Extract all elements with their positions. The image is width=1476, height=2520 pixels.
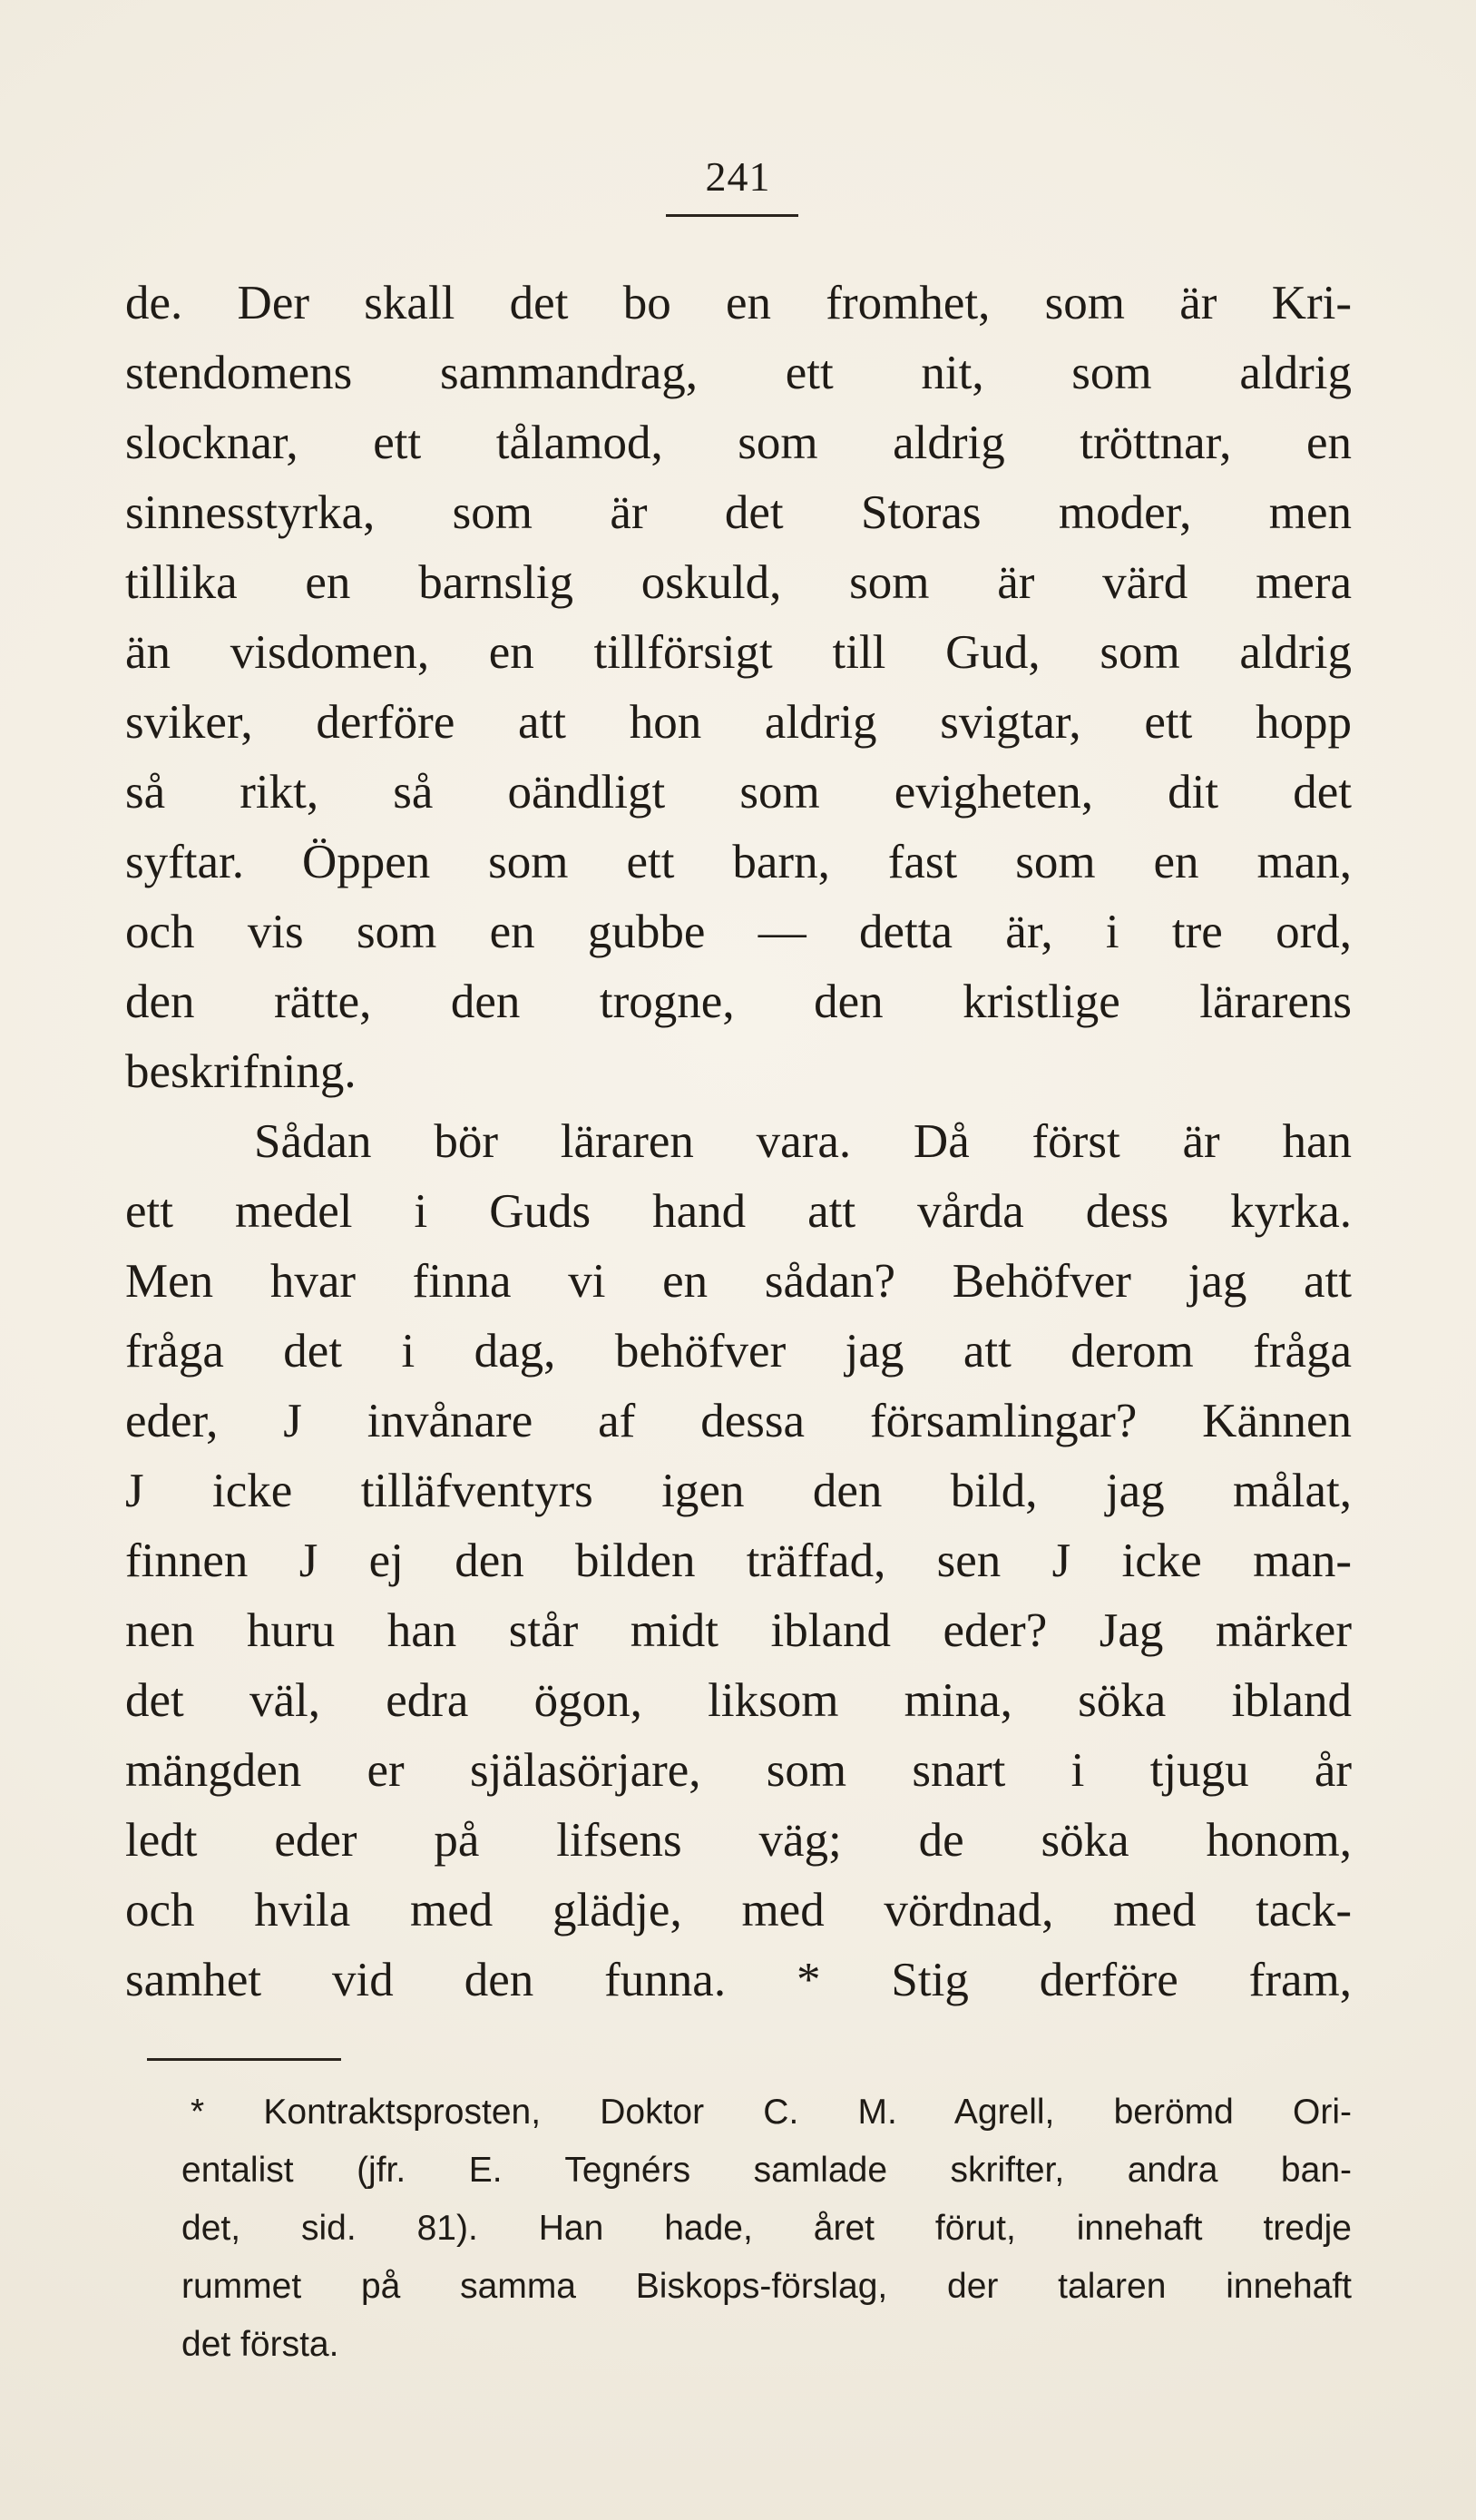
text-line-15: Men hvar finna vi en sådan? Behöfver jag att — [125, 1255, 1352, 1308]
text-line-12: beskrifning. — [125, 1045, 357, 1098]
page-header — [0, 153, 1476, 200]
text-line-1: de. Der skall det bo en fromhet, som är Kri- — [125, 277, 1352, 329]
text-line-5: tillika en barnslig oskuld, som är värd mera — [125, 556, 1352, 609]
text-line-6: än visdomen, en tillförsigt till Gud, som aldrig — [125, 626, 1352, 679]
text-line-2: stendomens sammandrag, ett nit, som aldrig — [125, 347, 1352, 399]
text-line-24: och hvila med glädje, med vördnad, med tack- — [125, 1884, 1352, 1937]
footnote-line-2: entalist (jfr. E. Tegnérs samlade skrifter, andra ban- — [181, 2151, 1352, 2190]
text-line-19: finnen J ej den bilden träffad, sen J icke man- — [125, 1535, 1352, 1587]
text-line-3: slocknar, ett tålamod, som aldrig tröttnar, en — [125, 417, 1352, 469]
text-line-17: eder, J invånare af dessa församlingar? Kännen — [125, 1395, 1352, 1447]
main-text — [125, 269, 1352, 2015]
text-line-16: fråga det i dag, behöfver jag att derom fråga — [125, 1325, 1352, 1378]
text-line-20: nen huru han står midt ibland eder? Jag märker — [125, 1604, 1352, 1657]
page-number: 241 — [705, 153, 771, 200]
text-line-23: ledt eder på lifsens väg; de söka honom, — [125, 1814, 1352, 1867]
footnote-line-1: * Kontraktsprosten, Doktor C. M. Agrell, berömd Ori- — [191, 2093, 1352, 2132]
text-line-21: det väl, edra ögon, liksom mina, söka ibland — [125, 1674, 1352, 1727]
text-line-11: den rätte, den trogne, den kristlige lärarens — [125, 976, 1352, 1028]
text-line-4: sinnesstyrka, som är det Storas moder, men — [125, 486, 1352, 539]
footnote-rule — [147, 2058, 341, 2061]
text-line-7: sviker, derföre att hon aldrig svigtar, ett hopp — [125, 696, 1352, 749]
footnote-line-3: det, sid. 81). Han hade, året förut, innehaft tredje — [181, 2209, 1352, 2248]
text-line-13: Sådan bör läraren vara. Då först är han — [254, 1115, 1352, 1168]
text-line-14: ett medel i Guds hand att vårda dess kyrka. — [125, 1185, 1352, 1238]
footnote-line-5: det första. — [181, 2325, 339, 2364]
text-line-10: och vis som en gubbe — detta är, i tre ord, — [125, 906, 1352, 958]
header-rule — [666, 214, 798, 217]
footnote — [181, 2084, 1352, 2374]
text-line-25: samhet vid den funna. * Stig derföre fram, — [125, 1954, 1352, 2006]
text-line-18: J icke tilläfventyrs igen den bild, jag målat, — [125, 1465, 1352, 1517]
footnote-line-4: rummet på samma Biskops-förslag, der talaren innehaft — [181, 2267, 1352, 2306]
text-line-22: mängden er själasörjare, som snart i tjugu år — [125, 1744, 1352, 1797]
text-line-8: så rikt, så oändligt som evigheten, dit det — [125, 766, 1352, 819]
text-line-9: syftar. Öppen som ett barn, fast som en man, — [125, 836, 1352, 888]
